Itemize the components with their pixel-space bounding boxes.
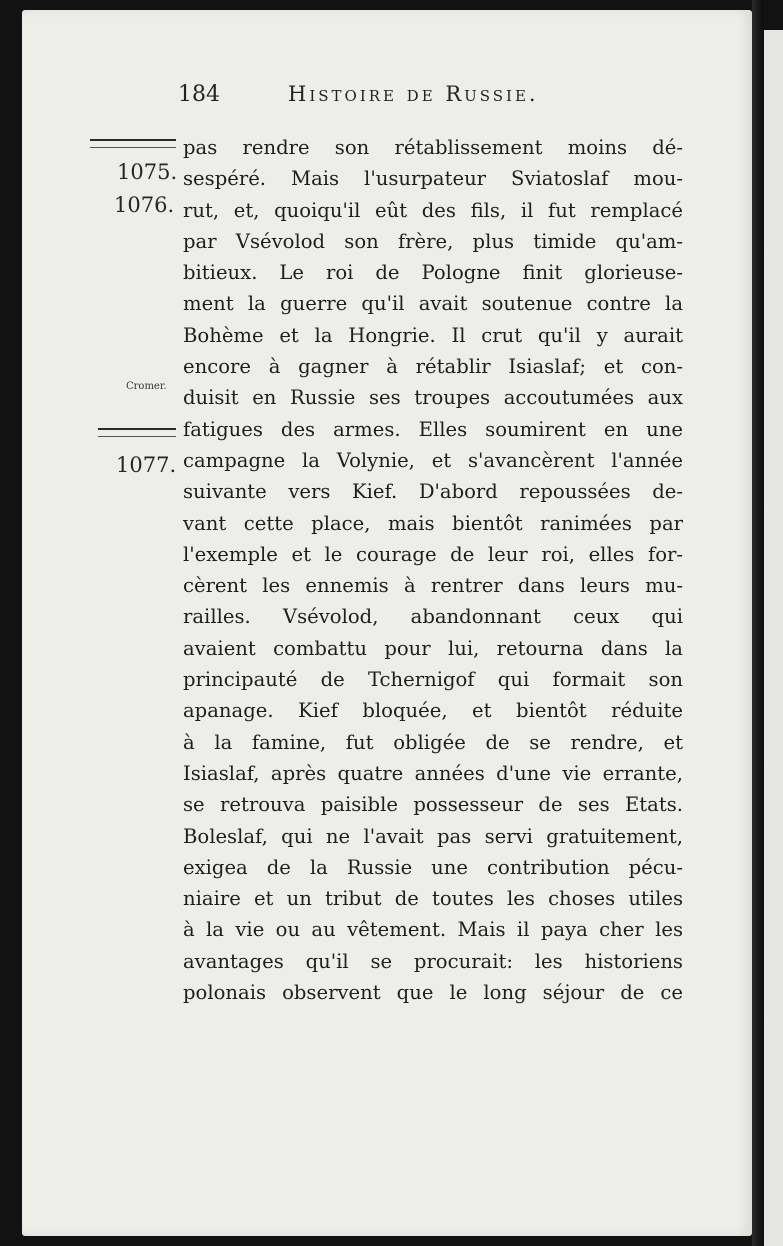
text-line: niaire et un tribut de toutes les choses utiles — [183, 887, 683, 911]
margin-year: 1075. — [117, 160, 178, 184]
text-line: Isiaslaf, après quatre années d'une vie errante, — [183, 761, 683, 785]
text-line: pas rendre son rétablissement moins dé- — [183, 136, 683, 159]
text-line: à la vie ou au vêtement. Mais il paya cher les — [183, 918, 683, 942]
text-line: se retrouva paisible possesseur de ses Etats. — [183, 793, 683, 817]
text-line: encore à gagner à rétablir Isiaslaf; et con- — [183, 355, 683, 379]
text-line: sespéré. Mais l'usurpateur Sviatoslaf mou- — [183, 167, 683, 191]
text-line: bitieux. Le roi de Pologne finit glorieuse- — [183, 261, 683, 285]
margin-rule — [98, 428, 176, 430]
text-line: à la famine, fut obligée de se rendre, et — [183, 730, 683, 754]
facing-page-edge — [764, 30, 783, 1246]
book-binding — [752, 0, 764, 1246]
text-line: duisit en Russie ses troupes accoutumées aux — [183, 386, 683, 410]
text-line: cèrent les ennemis à rentrer dans leurs mu- — [183, 574, 683, 598]
text-line: apanage. Kief bloquée, et bientôt réduite — [183, 699, 683, 723]
margin-rule — [90, 139, 176, 141]
text-line: fatigues des armes. Elles soumirent en une — [183, 417, 683, 441]
text-line: vant cette place, mais bientôt ranimées par — [183, 511, 683, 535]
text-line: avantages qu'il se procurait: les historiens — [183, 949, 683, 973]
text-line: suivante vers Kief. D'abord repoussées de- — [183, 480, 683, 504]
text-line: Bohème et la Hongrie. Il crut qu'il y aurait — [183, 323, 683, 347]
margin-rule — [90, 147, 176, 148]
margin-rule — [98, 436, 176, 437]
text-line: rut, et, quoiqu'il eût des fils, il fut remplacé — [183, 198, 683, 222]
text-line: exigea de la Russie une contribution pécu- — [183, 855, 683, 879]
text-line: par Vsévolod son frère, plus timide qu'am- — [183, 229, 683, 253]
margin-source: Cromer. — [126, 381, 167, 392]
margin-year: 1076. — [114, 193, 175, 217]
text-line: campagne la Volynie, et s'avancèrent l'année — [183, 448, 683, 472]
text-line: ment la guerre qu'il avait soutenue contre la — [183, 292, 683, 316]
body-text — [183, 132, 683, 1008]
running-title: Histoire de Russie. — [288, 82, 539, 106]
text-line: l'exemple et le courage de leur roi, elles for- — [183, 542, 683, 566]
text-line: avaient combattu pour lui, retourna dans la — [183, 636, 683, 660]
margin-year: 1077. — [116, 453, 177, 477]
page-number: 184 — [178, 82, 220, 107]
text-line: railles. Vsévolod, abandonnant ceux qui — [183, 605, 683, 629]
text-line: principauté de Tchernigof qui formait son — [183, 668, 683, 692]
text-line: Boleslaf, qui ne l'avait pas servi gratuitement, — [183, 824, 683, 848]
text-line: polonais observent que le long séjour de ce — [183, 981, 683, 1005]
